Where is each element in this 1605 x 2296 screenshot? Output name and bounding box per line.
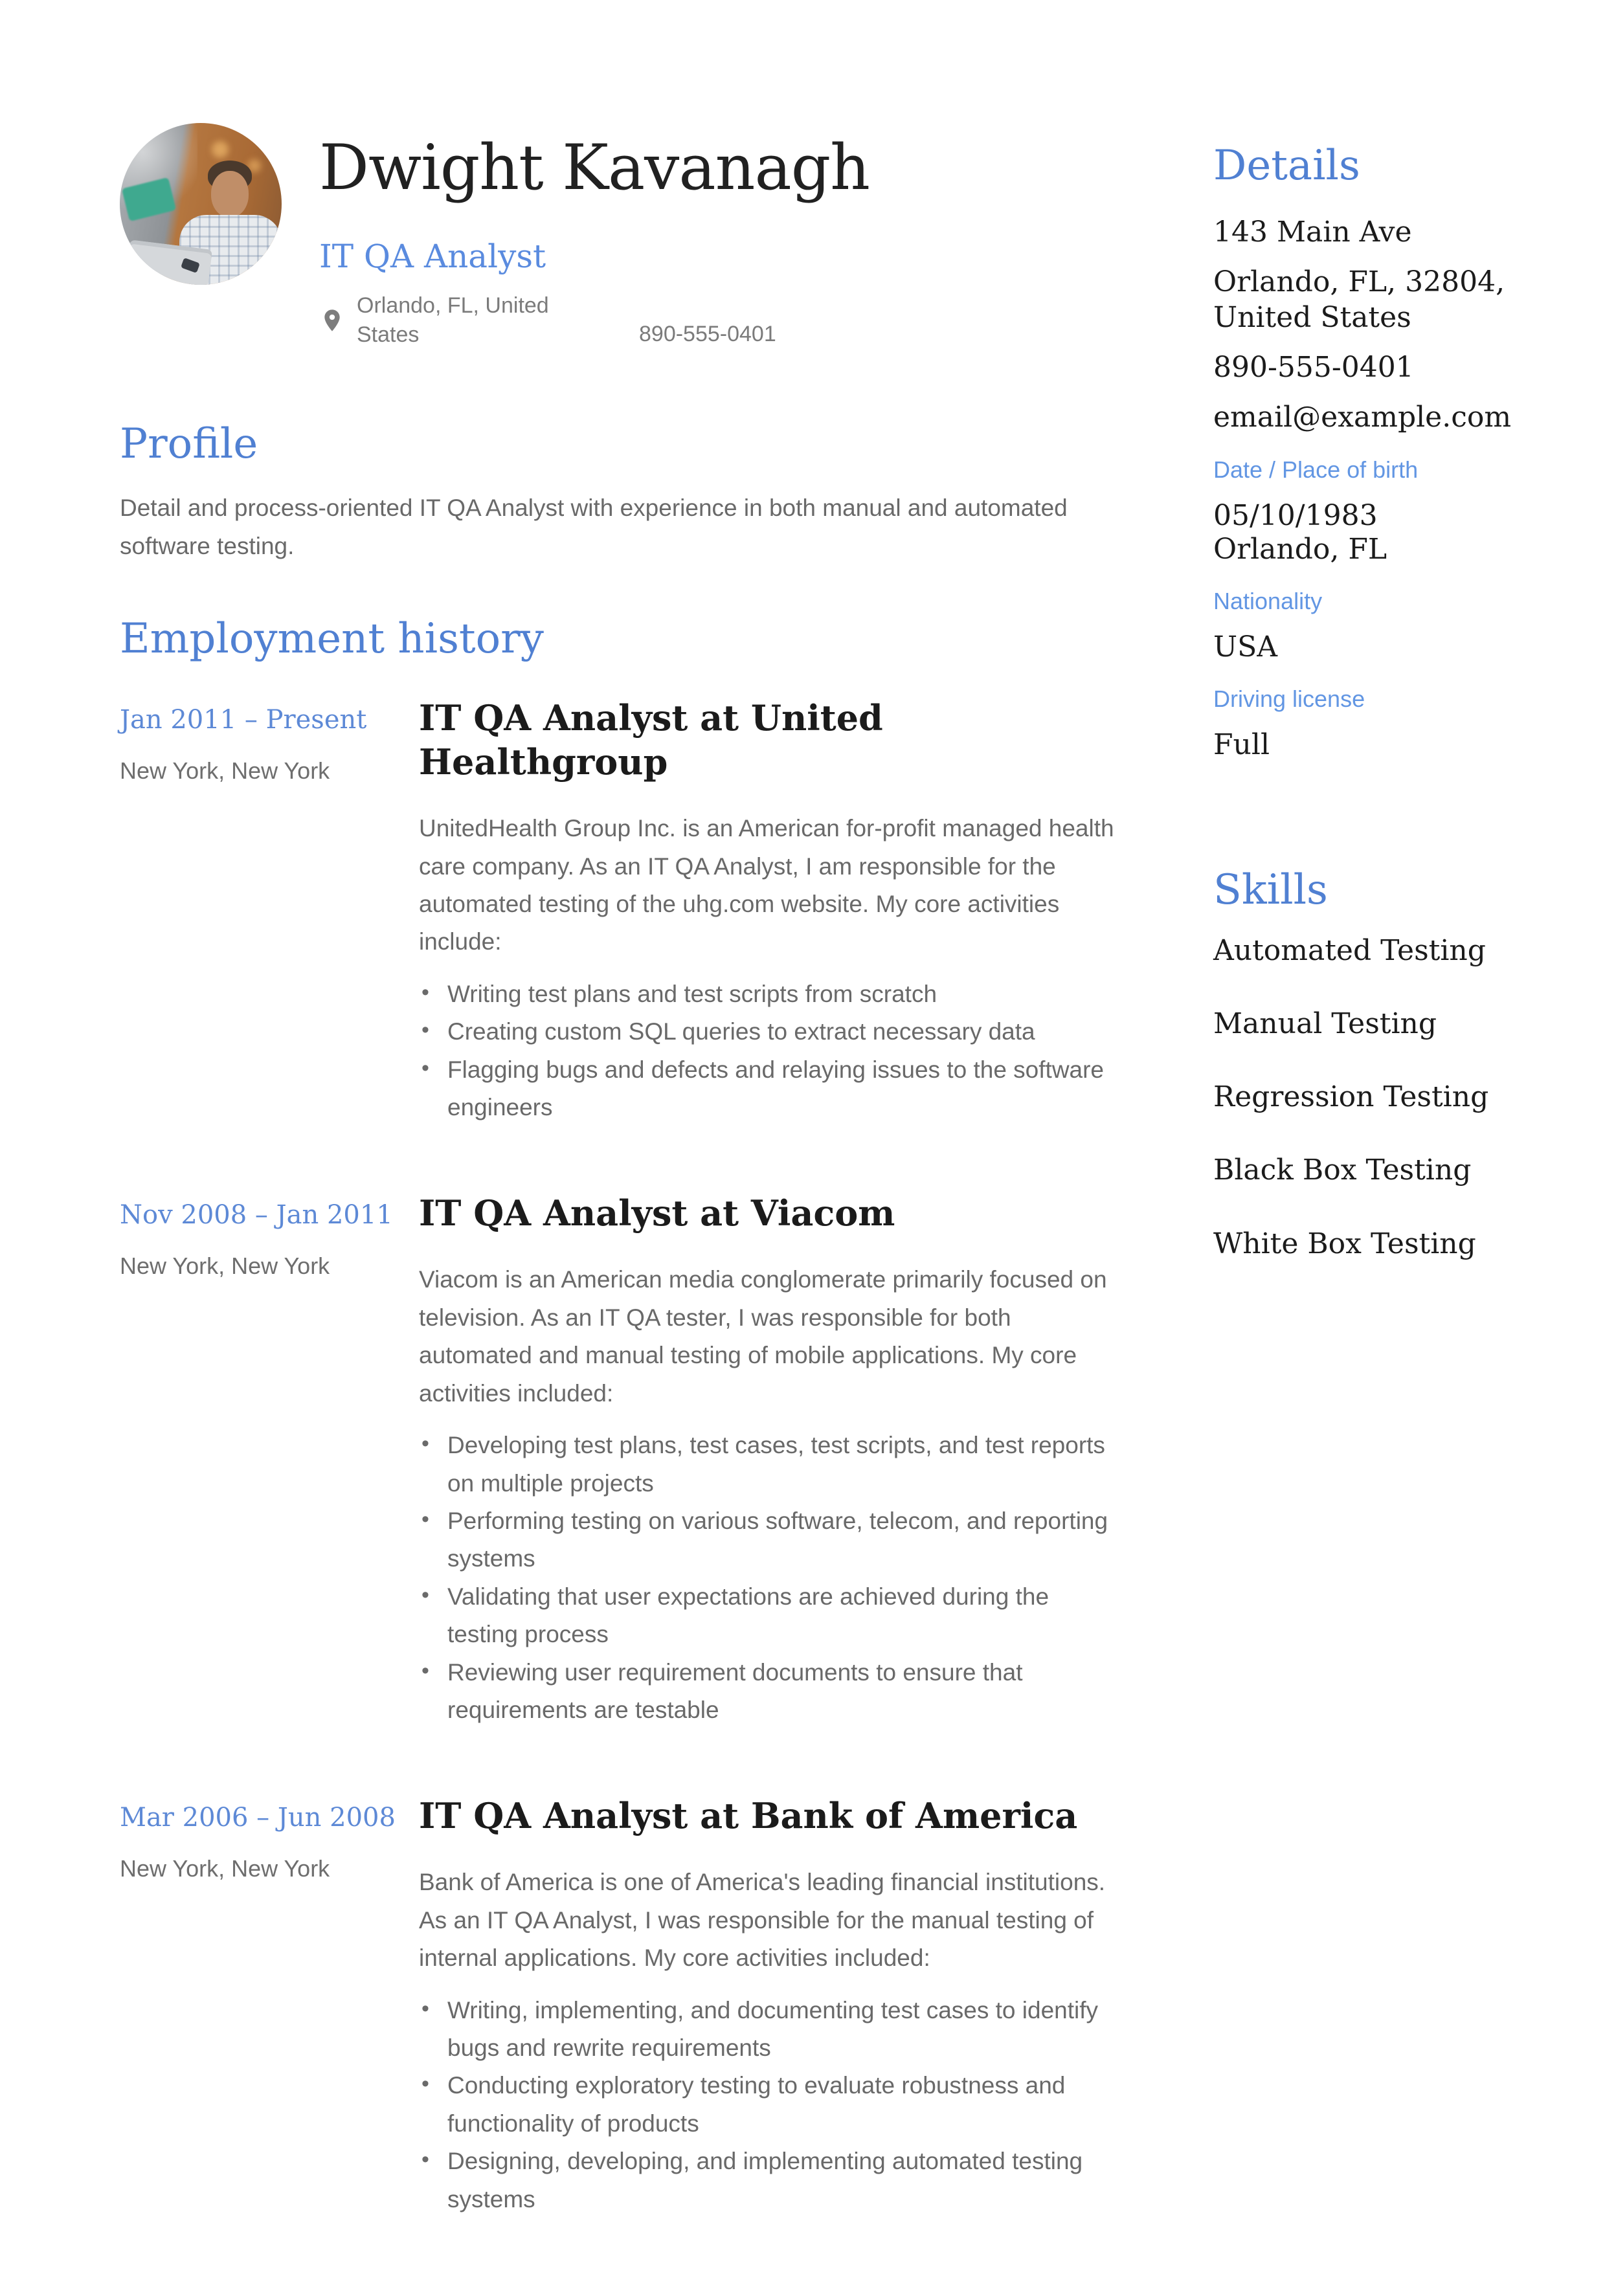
job-list (120, 697, 1120, 2218)
job-location: New York, New York (120, 1855, 330, 1882)
person-name: Dwight Kavanagh (319, 131, 870, 204)
address-city: Orlando, FL, 32804, United States (1213, 265, 1505, 334)
license-block (1213, 685, 1511, 762)
header-phone: 890-555-0401 (639, 322, 776, 347)
header (120, 123, 1120, 350)
job-bullet: • Reviewing user requirement documents to ensure that requirements are testable (447, 1654, 1120, 1730)
job-bullet: • Creating custom SQL queries to extract necessary data (447, 1013, 1120, 1051)
skill-item: Black Box Testing (1213, 1154, 1472, 1187)
job-entry (120, 1192, 1120, 1730)
license-label: Driving license (1213, 685, 1365, 712)
skills-list (1213, 932, 1511, 1262)
contact-row (319, 291, 870, 350)
person-job-title: IT QA Analyst (319, 238, 546, 276)
profile-text: Detail and process-oriented IT QA Analyst with experience in both manual and automated software testing. (120, 494, 1068, 560)
job-detail (419, 1192, 1120, 1730)
job-description: UnitedHealth Group Inc. is an American for-profit managed health care company. As an IT QA Analyst, I am responsible for the automated testing of the uhg.com website. My core activities include: (419, 815, 1114, 955)
details-heading: Details (1213, 142, 1360, 190)
profile-heading: Profile (120, 420, 258, 469)
job-dates: Jan 2011 – Present (120, 705, 367, 735)
skill-item: Regression Testing (1213, 1080, 1489, 1114)
job-location: New York, New York (120, 757, 330, 785)
job-dates: Nov 2008 – Jan 2011 (120, 1199, 393, 1230)
job-detail (419, 1794, 1120, 2219)
job-meta (120, 697, 419, 1127)
skill-item: Manual Testing (1213, 1007, 1437, 1040)
address-street: 143 Main Ave (1213, 215, 1412, 249)
license-value: Full (1213, 728, 1270, 762)
job-location: New York, New York (120, 1252, 330, 1279)
job-bullet-list (419, 1427, 1120, 1730)
job-entry (120, 697, 1120, 1127)
employment-section (120, 614, 1120, 2218)
job-bullet: • Validating that user expectations are achieved during the testing process (447, 1578, 1120, 1654)
header-location: Orlando, FL, United States (357, 293, 549, 348)
nationality-label: Nationality (1213, 587, 1323, 614)
skill-item: Automated Testing (1213, 933, 1486, 967)
dob-date: 05/10/1983 (1213, 498, 1378, 532)
job-dates: Mar 2006 – Jun 2008 (120, 1802, 396, 1833)
job-bullet: • Conducting exploratory testing to evaluate robustness and functionality of products (447, 2067, 1120, 2143)
address-block (1213, 214, 1511, 435)
sidebar (1213, 123, 1511, 2218)
job-title: IT QA Analyst at United Healthgroup (419, 697, 883, 783)
location-pin-icon (319, 305, 345, 336)
sidebar-phone: 890-555-0401 (1213, 350, 1414, 384)
job-entry (120, 1794, 1120, 2219)
employment-heading: Employment history (120, 615, 544, 663)
skills-heading: Skills (1213, 865, 1328, 914)
job-bullet: • Designing, developing, and implementing automated testing systems (447, 2143, 1120, 2218)
job-meta (120, 1794, 419, 2219)
main-column (120, 123, 1120, 2218)
nationality-block (1213, 587, 1511, 664)
job-meta (120, 1192, 419, 1730)
dob-place: Orlando, FL (1213, 532, 1387, 566)
job-description: Bank of America is one of America's leading financial institutions. As an IT QA Analyst, I was responsible for the manual testing of internal applications. My core activities included: (419, 1869, 1106, 1972)
job-description: Viacom is an American media conglomerate primarily focused on television. As an IT QA tester, I was responsible for both automated and manual testing of mobile applications. My core activities included: (419, 1266, 1107, 1407)
sidebar-email: email@example.com (1213, 400, 1512, 434)
job-bullet-list (419, 1992, 1120, 2219)
identity-block (319, 123, 870, 350)
profile-photo (120, 123, 282, 285)
dob-label: Date / Place of birth (1213, 456, 1419, 483)
dob-block (1213, 456, 1511, 566)
skill-item: White Box Testing (1213, 1227, 1476, 1260)
job-title: IT QA Analyst at Bank of America (419, 1794, 1078, 1836)
profile-section (120, 419, 1120, 565)
job-title: IT QA Analyst at Viacom (419, 1192, 895, 1234)
nationality-value: USA (1213, 630, 1277, 663)
job-bullet: • Flagging bugs and defects and relaying issues to the software engineers (447, 1051, 1120, 1127)
job-bullet: • Writing, implementing, and documenting test cases to identify bugs and rewrite requirements (447, 1992, 1120, 2068)
job-bullet-list (419, 975, 1120, 1127)
job-bullet: • Developing test plans, test cases, test scripts, and test reports on multiple projects (447, 1427, 1120, 1502)
job-detail (419, 697, 1120, 1127)
job-bullet: • Performing testing on various software, telecom, and reporting systems (447, 1502, 1120, 1578)
job-bullet: • Writing test plans and test scripts from scratch (447, 975, 1120, 1013)
